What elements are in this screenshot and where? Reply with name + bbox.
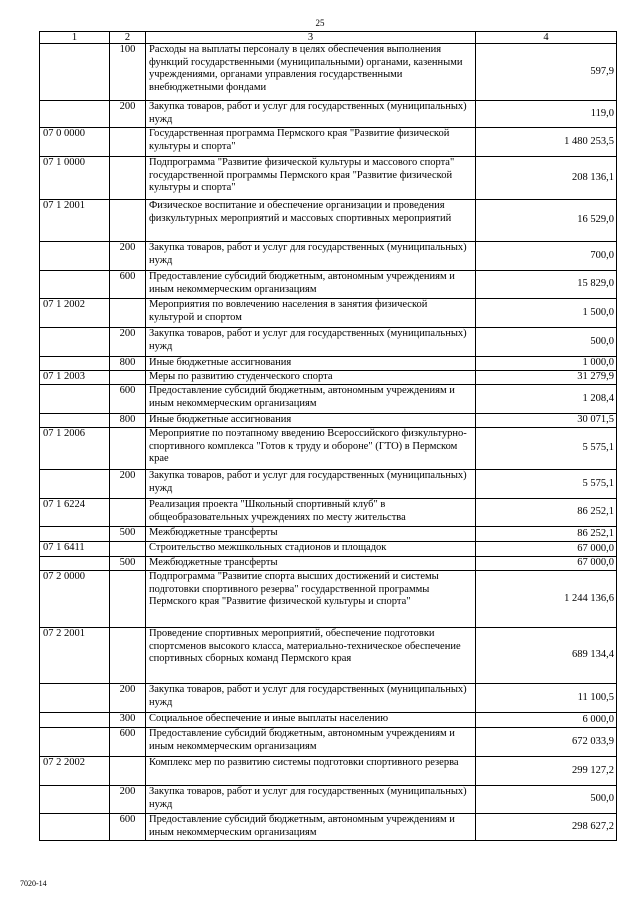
cell-sum: 597,9 bbox=[476, 44, 617, 101]
table-row bbox=[40, 499, 617, 527]
budget-table bbox=[39, 31, 617, 841]
cell-name: Закупка товаров, работ и услуг для государственных (муниципальных) нужд bbox=[146, 786, 476, 814]
cell-expense-type: 200 bbox=[110, 101, 146, 128]
cell-code bbox=[40, 328, 110, 357]
cell-code bbox=[40, 470, 110, 499]
table-header-row bbox=[40, 32, 617, 44]
table-row bbox=[40, 299, 617, 328]
cell-code bbox=[40, 728, 110, 757]
cell-name: Мероприятие по поэтапному введению Всероссийского физкультурно-спортивного комплекса "Готов к труду и обороне" (ГТО) в Пермском крае bbox=[146, 428, 476, 470]
cell-expense-type bbox=[110, 157, 146, 200]
cell-expense-type: 200 bbox=[110, 786, 146, 814]
footer-code: 7020-14 bbox=[20, 879, 47, 888]
cell-code: 07 1 2006 bbox=[40, 428, 110, 470]
table-row bbox=[40, 557, 617, 571]
cell-expense-type: 100 bbox=[110, 44, 146, 101]
cell-expense-type: 600 bbox=[110, 728, 146, 757]
cell-sum: 86 252,1 bbox=[476, 527, 617, 542]
table-row bbox=[40, 542, 617, 557]
cell-sum: 67 000,0 bbox=[476, 542, 617, 557]
cell-sum: 67 000,0 bbox=[476, 557, 617, 571]
table-row bbox=[40, 242, 617, 271]
cell-name: Межбюджетные трансферты bbox=[146, 557, 476, 571]
cell-name: Физическое воспитание и обеспечение организации и проведения физкультурных мероприятий и массовых спортивных мероприятий bbox=[146, 200, 476, 242]
cell-name: Подпрограмма "Развитие физической культуры и массового спорта" государственной программы Пермского края "Развитие физической культуры и спорта" bbox=[146, 157, 476, 200]
cell-expense-type: 800 bbox=[110, 357, 146, 371]
cell-sum: 31 279,9 bbox=[476, 371, 617, 385]
table-body bbox=[40, 44, 617, 841]
cell-name: Предоставление субсидий бюджетным, автономным учреждениям и иным некоммерческим организациям bbox=[146, 385, 476, 414]
table-row bbox=[40, 200, 617, 242]
cell-sum: 6 000,0 bbox=[476, 713, 617, 728]
table-row bbox=[40, 371, 617, 385]
table-row bbox=[40, 728, 617, 757]
cell-expense-type bbox=[110, 628, 146, 684]
column-header-2: 2 bbox=[110, 32, 146, 44]
cell-expense-type: 800 bbox=[110, 414, 146, 428]
cell-sum: 700,0 bbox=[476, 242, 617, 271]
cell-name: Меры по развитию студенческого спорта bbox=[146, 371, 476, 385]
cell-sum: 298 627,2 bbox=[476, 814, 617, 841]
cell-expense-type: 200 bbox=[110, 684, 146, 713]
cell-sum: 11 100,5 bbox=[476, 684, 617, 713]
cell-code bbox=[40, 242, 110, 271]
cell-expense-type bbox=[110, 757, 146, 786]
cell-expense-type bbox=[110, 200, 146, 242]
cell-name: Закупка товаров, работ и услуг для государственных (муниципальных) нужд bbox=[146, 328, 476, 357]
table-row bbox=[40, 814, 617, 841]
cell-code: 07 2 2001 bbox=[40, 628, 110, 684]
cell-name: Мероприятия по вовлечению населения в занятия физической культурой и спортом bbox=[146, 299, 476, 328]
cell-expense-type bbox=[110, 542, 146, 557]
cell-code: 07 1 2001 bbox=[40, 200, 110, 242]
cell-sum: 1 208,4 bbox=[476, 385, 617, 414]
cell-name: Предоставление субсидий бюджетным, автономным учреждениям и иным некоммерческим организациям bbox=[146, 271, 476, 299]
table-row bbox=[40, 385, 617, 414]
cell-name: Предоставление субсидий бюджетным, автономным учреждениям и иным некоммерческим организациям bbox=[146, 728, 476, 757]
cell-expense-type bbox=[110, 299, 146, 328]
cell-name: Межбюджетные трансферты bbox=[146, 527, 476, 542]
cell-expense-type bbox=[110, 128, 146, 157]
cell-code bbox=[40, 414, 110, 428]
cell-sum: 208 136,1 bbox=[476, 157, 617, 200]
table-row bbox=[40, 101, 617, 128]
cell-name: Государственная программа Пермского края "Развитие физической культуры и спорта" bbox=[146, 128, 476, 157]
cell-code bbox=[40, 357, 110, 371]
cell-code bbox=[40, 385, 110, 414]
cell-code bbox=[40, 786, 110, 814]
cell-name: Закупка товаров, работ и услуг для государственных (муниципальных) нужд bbox=[146, 101, 476, 128]
table-row bbox=[40, 157, 617, 200]
cell-expense-type: 600 bbox=[110, 271, 146, 299]
cell-sum: 1 000,0 bbox=[476, 357, 617, 371]
cell-expense-type bbox=[110, 428, 146, 470]
cell-expense-type: 500 bbox=[110, 557, 146, 571]
cell-sum: 86 252,1 bbox=[476, 499, 617, 527]
cell-code bbox=[40, 44, 110, 101]
cell-code bbox=[40, 684, 110, 713]
cell-code: 07 2 2002 bbox=[40, 757, 110, 786]
page-number: 25 bbox=[315, 18, 325, 28]
cell-expense-type bbox=[110, 499, 146, 527]
column-header-3: 3 bbox=[146, 32, 476, 44]
cell-code bbox=[40, 713, 110, 728]
cell-name: Реализация проекта "Школьный спортивный клуб" в общеобразовательных учреждениях по месту жительства bbox=[146, 499, 476, 527]
cell-name: Расходы на выплаты персоналу в целях обеспечения выполнения функций государственными (муниципальными) органами, казенными учреждениями, органами управления государственными внебюджетными фондами bbox=[146, 44, 476, 101]
cell-expense-type bbox=[110, 371, 146, 385]
table-row bbox=[40, 713, 617, 728]
cell-sum: 16 529,0 bbox=[476, 200, 617, 242]
cell-name: Иные бюджетные ассигнования bbox=[146, 414, 476, 428]
cell-code bbox=[40, 101, 110, 128]
column-header-4: 4 bbox=[476, 32, 617, 44]
cell-name: Предоставление субсидий бюджетным, автономным учреждениям и иным некоммерческим организациям bbox=[146, 814, 476, 841]
table-row bbox=[40, 428, 617, 470]
cell-expense-type: 200 bbox=[110, 470, 146, 499]
table-row bbox=[40, 470, 617, 499]
cell-name: Проведение спортивных мероприятий, обеспечение подготовки спортсменов высокого класса, материально-техническое обеспечение спортивных сборных команд Пермского края bbox=[146, 628, 476, 684]
cell-expense-type: 600 bbox=[110, 385, 146, 414]
cell-code: 07 1 2003 bbox=[40, 371, 110, 385]
cell-code: 07 1 2002 bbox=[40, 299, 110, 328]
cell-sum: 15 829,0 bbox=[476, 271, 617, 299]
cell-sum: 5 575,1 bbox=[476, 428, 617, 470]
cell-sum: 1 500,0 bbox=[476, 299, 617, 328]
cell-expense-type bbox=[110, 571, 146, 628]
table-row bbox=[40, 757, 617, 786]
cell-sum: 500,0 bbox=[476, 786, 617, 814]
cell-sum: 1 480 253,5 bbox=[476, 128, 617, 157]
table-row bbox=[40, 786, 617, 814]
cell-expense-type: 200 bbox=[110, 242, 146, 271]
cell-name: Социальное обеспечение и иные выплаты населению bbox=[146, 713, 476, 728]
cell-code: 07 1 0000 bbox=[40, 157, 110, 200]
table-row bbox=[40, 571, 617, 628]
cell-name: Закупка товаров, работ и услуг для государственных (муниципальных) нужд bbox=[146, 242, 476, 271]
cell-sum: 500,0 bbox=[476, 328, 617, 357]
cell-code: 07 1 6411 bbox=[40, 542, 110, 557]
table-row bbox=[40, 628, 617, 684]
cell-sum: 119,0 bbox=[476, 101, 617, 128]
cell-sum: 30 071,5 bbox=[476, 414, 617, 428]
table-row bbox=[40, 414, 617, 428]
table-row bbox=[40, 128, 617, 157]
cell-expense-type: 500 bbox=[110, 527, 146, 542]
cell-sum: 1 244 136,6 bbox=[476, 571, 617, 628]
table-row bbox=[40, 527, 617, 542]
cell-expense-type: 300 bbox=[110, 713, 146, 728]
cell-name: Закупка товаров, работ и услуг для государственных (муниципальных) нужд bbox=[146, 684, 476, 713]
cell-code bbox=[40, 271, 110, 299]
cell-name: Иные бюджетные ассигнования bbox=[146, 357, 476, 371]
table-row bbox=[40, 684, 617, 713]
table-row bbox=[40, 328, 617, 357]
cell-name: Комплекс мер по развитию системы подготовки спортивного резерва bbox=[146, 757, 476, 786]
column-header-1: 1 bbox=[40, 32, 110, 44]
cell-name: Строительство межшкольных стадионов и площадок bbox=[146, 542, 476, 557]
cell-code bbox=[40, 557, 110, 571]
cell-expense-type: 600 bbox=[110, 814, 146, 841]
cell-code: 07 0 0000 bbox=[40, 128, 110, 157]
cell-sum: 689 134,4 bbox=[476, 628, 617, 684]
cell-sum: 299 127,2 bbox=[476, 757, 617, 786]
table-row bbox=[40, 357, 617, 371]
cell-expense-type: 200 bbox=[110, 328, 146, 357]
table-row bbox=[40, 44, 617, 101]
cell-code bbox=[40, 814, 110, 841]
cell-code bbox=[40, 527, 110, 542]
cell-code: 07 2 0000 bbox=[40, 571, 110, 628]
cell-sum: 672 033,9 bbox=[476, 728, 617, 757]
cell-sum: 5 575,1 bbox=[476, 470, 617, 499]
cell-name: Закупка товаров, работ и услуг для государственных (муниципальных) нужд bbox=[146, 470, 476, 499]
cell-code: 07 1 6224 bbox=[40, 499, 110, 527]
cell-name: Подпрограмма "Развитие спорта высших достижений и системы подготовки спортивного резерва" государственной программы Пермского края "Развитие физической культуры и спорта" bbox=[146, 571, 476, 628]
table-row bbox=[40, 271, 617, 299]
